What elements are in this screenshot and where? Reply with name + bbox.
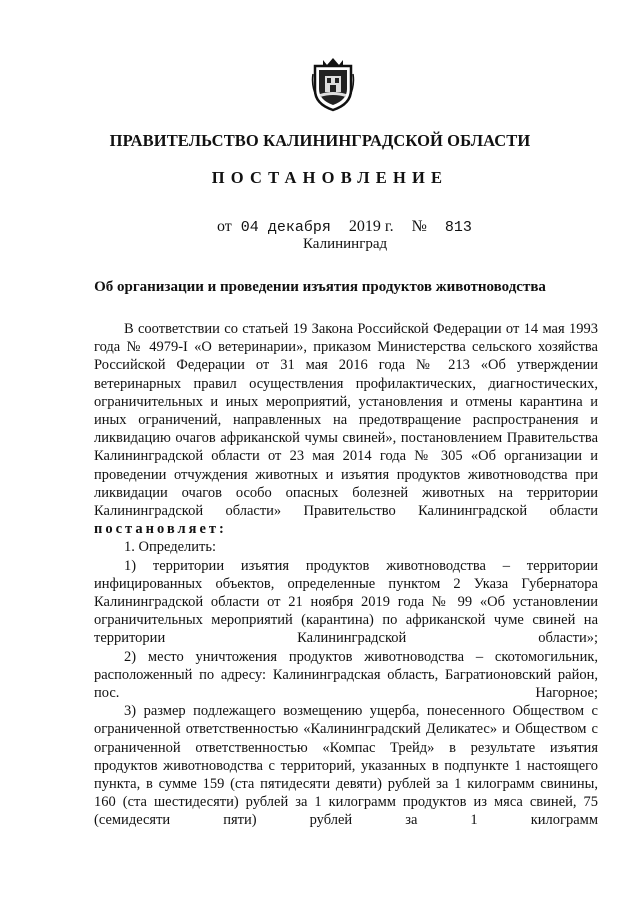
item-1: 1. Определить: xyxy=(124,539,217,556)
document-type: ПОСТАНОВЛЕНИЕ xyxy=(211,168,449,187)
document-number: 813 xyxy=(444,219,472,236)
decree-word: постановляет: xyxy=(94,521,227,538)
document-title: Об организации и проведении изъятия продуктов животноводства xyxy=(94,279,546,295)
item-1-3: 3) размер подлежащего возмещению ущерба, понесенного Обществом с ограниченной ответственностью «Калининградский Деликатес» и Обществом с ограниченной ответственностью «Компас Трейд» в результате изъятия продуктов животноводства с территорий, указанных в подпункте 1 настоящего пункта, в сумме 159 (ста пятидесяти девяти) рублей за 1 килограмм свинины, 160 (ста шестидесяти) рублей за 1 килограмм продуктов из мяса свиней, 75 (семидесяти пяти) рублей за 1 килограмм xyxy=(94,703,598,829)
date-month: декабря xyxy=(267,219,331,236)
number-sign: № xyxy=(411,218,427,235)
item-1-1: 1) территории изъятия продуктов животноводства – территории инфицированных объектов, определенные пунктом 2 Указа Губернатора Калининградской области от 21 ноября 2019 года № 99 «Об установлении ограничительных мероприятий (карантина) по африканской чуме свиней на территории Калининградской области»; xyxy=(94,557,598,647)
coat-of-arms-icon xyxy=(311,56,355,112)
item-1-2: 2) место уничтожения продуктов животноводства – скотомогильник, расположенный по адресу: Калининградская область, Багратионовский район, пос. Нагорное; xyxy=(94,648,598,702)
preamble-paragraph xyxy=(94,320,598,538)
date-year: 2019 г. xyxy=(348,218,394,235)
date-line xyxy=(217,218,472,236)
date-prefix: от xyxy=(217,218,232,235)
preamble-text: В соответствии со статьей 19 Закона Российской Федерации от 14 мая 1993 года № 4979-I «О ветеринарии», приказом Министерства сельского хозяйства Российской Федерации от 31 мая 2016 года № 213 «Об утверждении ветеринарных правил осуществления профилактических, диагностических, ограничительных и иных мероприятий, установления и отмены карантина и иных ограничений, направленных на предотвращение распространения и ликвидацию очагов африканской чумы свиней», постановлением Правительства Калининградской области от 23 мая 2014 года № 305 «Об организации и проведении отчуждения животных и изъятия продуктов животноводства при ликвидации очагов особо опасных болезней животных на территории Калининградской области» Правительство Калининградской области xyxy=(94,321,598,520)
date-day: 04 xyxy=(240,219,259,236)
document-body xyxy=(94,320,598,830)
organization-name: ПРАВИТЕЛЬСТВО КАЛИНИНГРАДСКОЙ ОБЛАСТИ xyxy=(109,131,531,150)
city: Калининград xyxy=(303,236,388,252)
